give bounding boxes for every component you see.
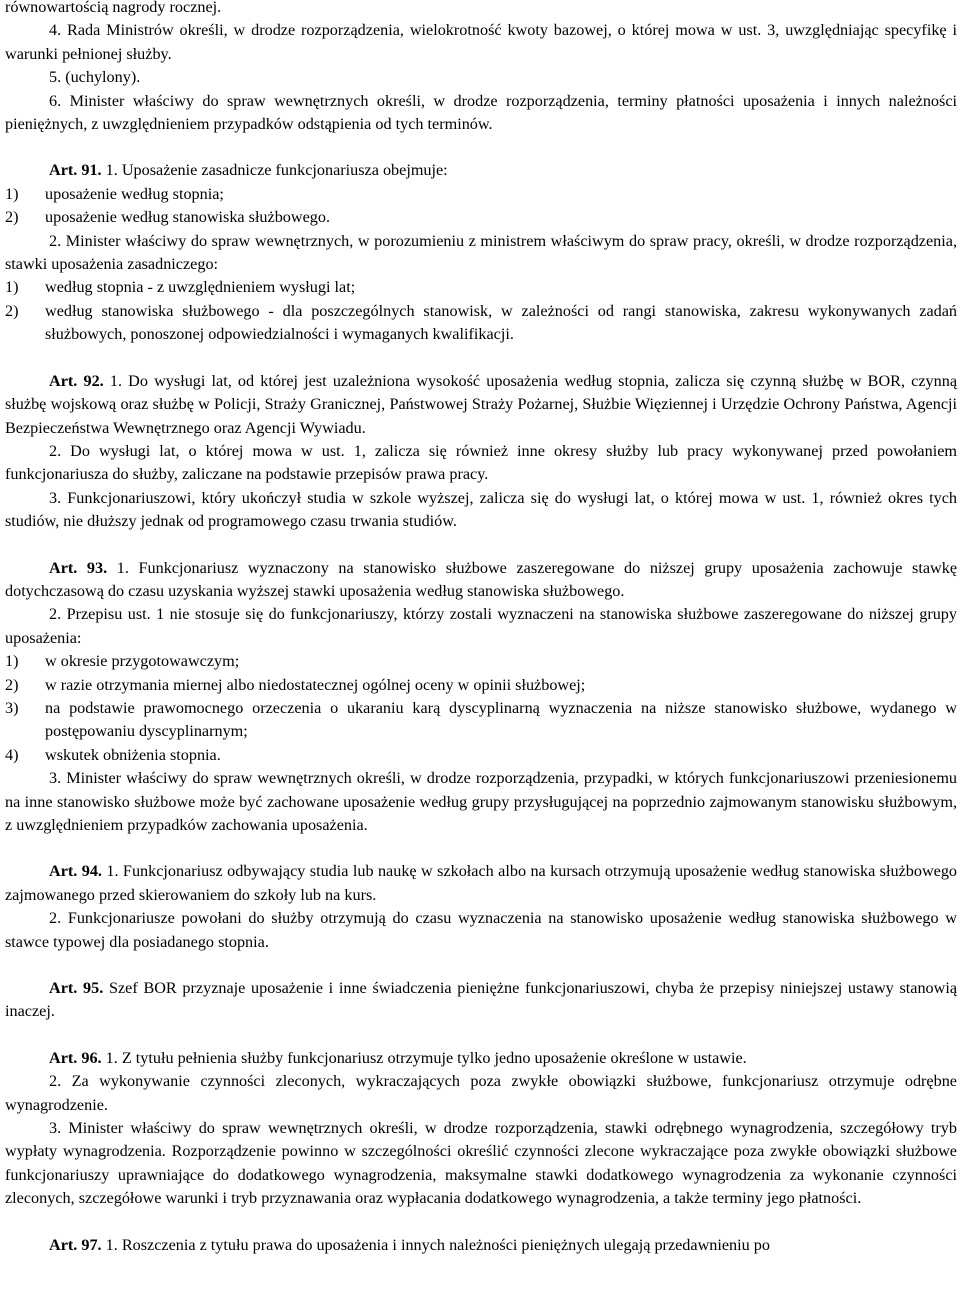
list-item (5, 183, 957, 206)
article-94-intro (5, 860, 957, 907)
article-95-intro (5, 977, 957, 1024)
list-text: w razie otrzymania miernej albo niedostatecznej ogólnej oceny w opinii służbowej; (45, 675, 586, 694)
article-92-text: 1. Do wysługi lat, od której jest uzależniona wysokość uposażenia według stopnia, zalicza się czynną służbę w BOR, czynną służbę wojskową oraz służbę w Policji, Straży Granicznej, Państwowej Straży Pożarnej, Służbie Więziennej i Urzędzie Ochrony Państwa, Agencji Bezpieczeństwa Wewnętrznego oraz Agencji Wywiadu. (5, 371, 958, 437)
list-number: 3) (5, 698, 19, 717)
list-text: uposażenie według stanowiska służbowego. (45, 208, 331, 227)
list-item (5, 206, 957, 229)
article-96-intro (5, 1047, 957, 1070)
document-page (5, 0, 957, 1257)
list-text: wskutek obniżenia stopnia. (45, 745, 221, 764)
list-number: 2) (5, 301, 19, 320)
paragraph-92-2: 2. Do wysługi lat, o której mowa w ust. 1, zalicza się również inne okresy służby lub pracy wykonywanej przed powołaniem funkcjonariusza do służby, zaliczane na podstawie przepisów prawa pracy. (5, 441, 957, 484)
article-93-text: 1. Funkcjonariusz wyznaczony na stanowisko służbowe zaszeregowane do niższej grupy uposażenia zachowuje stawkę dotychczasową do czasu uzyskania wyższej stawki uposażenia według stanowiska służbowego. (5, 558, 957, 600)
paragraph-continuation: równowartością nagrody rocznej. (5, 0, 222, 16)
paragraph-96-2: 2. Za wykonywanie czynności zleconych, wykraczających poza zwykłe obowiązki służbowe, funkcjonariusz otrzymuje odrębne wynagrodzenie. (5, 1072, 957, 1114)
list-item (5, 674, 957, 697)
list-item (5, 744, 957, 767)
article-97-label: Art. 97. (49, 1235, 102, 1254)
article-92-label: Art. 92. (49, 371, 104, 390)
article-94-label: Art. 94. (49, 862, 102, 881)
list-text: według stopnia - z uwzględnieniem wysługi lat; (45, 278, 356, 297)
list-item (5, 276, 957, 299)
article-93-intro (5, 557, 957, 604)
article-93-label: Art. 93. (49, 558, 108, 577)
list-item (5, 650, 957, 673)
article-91-text: 1. Uposażenie zasadnicze funkcjonariusza obejmuje: (101, 161, 448, 180)
paragraph-93-2: 2. Przepisu ust. 1 nie stosuje się do funkcjonariuszy, którzy zostali wyznaczeni na stanowiska służbowe zaszeregowane do niższej grupy uposażenia: (5, 605, 957, 647)
list-number: 1) (5, 184, 19, 203)
list-number: 2) (5, 675, 19, 694)
paragraph-94-2: 2. Funkcjonariusze powołani do służby otrzymują do czasu wyznaczenia na stanowisko uposażenie według stanowiska służbowego w stawce typowej dla posiadanego stopnia. (5, 909, 957, 951)
list-number: 1) (5, 652, 19, 671)
paragraph-90-6: 6. Minister właściwy do spraw wewnętrznych określi, w drodze rozporządzenia, terminy płatności uposażenia i innych należności pieniężnych, z uwzględnieniem przypadków odstąpienia od tych terminów. (5, 91, 957, 134)
list-text: w okresie przygotowawczym; (45, 652, 240, 671)
article-94-text: 1. Funkcjonariusz odbywający studia lub naukę w szkołach albo na kursach otrzymują uposażenie według stanowiska służbowego zajmowanego przed skierowaniem do szkoły lub na kurs. (5, 862, 958, 904)
article-95-text: Szef BOR przyznaje uposażenie i inne świadczenia pieniężne funkcjonariuszowi, chyba że przepisy niniejszej ustawy stanowią inaczej. (5, 979, 958, 1021)
list-item (5, 300, 957, 347)
list-text: według stanowiska służbowego - dla poszczególnych stanowisk, w zależności od rangi stanowiska, zakresu wykonywanych zadań służbowych, ponoszonej odpowiedzialności i wymaganych kwalifikacji. (45, 301, 957, 344)
article-95-label: Art. 95. (49, 979, 104, 998)
list-text: uposażenie według stopnia; (45, 184, 224, 203)
paragraph-92-3: 3. Funkcjonariuszowi, który ukończył studia w szkole wyższej, zalicza się do wysługi lat, o której mowa w ust. 1, również okres tych studiów, nie dłuższy jednak od programowego czasu trwania studiów. (5, 488, 957, 531)
article-97-text: 1. Roszczenia z tytułu prawa do uposażenia i innych należności pieniężnych ulegają przedawnieniu po (101, 1235, 770, 1254)
list-number: 2) (5, 208, 19, 227)
paragraph-93-3: 3. Minister właściwy do spraw wewnętrznych określi, w drodze rozporządzenia, przypadki, w których funkcjonariuszowi przeniesionemu na inne stanowisko służbowe może być zachowane uposażenie według grupy przysługującej na poprzednio zajmowanym stanowisku służbowym, z uwzględnieniem przypadków zachowania uposażenia. (5, 769, 957, 834)
article-96-text: 1. Z tytułu pełnienia służby funkcjonariusz otrzymuje tylko jedno uposażenie określone w ustawie. (101, 1048, 747, 1067)
article-97-intro (5, 1234, 957, 1257)
list-text: na podstawie prawomocnego orzeczenia o ukaraniu karą dyscyplinarną wyznaczenia na niższe stanowisko służbowe, wydanego w postępowaniu dyscyplinarnym; (45, 698, 957, 741)
paragraph-90-4: 4. Rada Ministrów określi, w drodze rozporządzenia, wielokrotność kwoty bazowej, o której mowa w ust. 3, uwzględniając specyfikę i warunki pełnionej służby. (5, 21, 957, 63)
list-number: 4) (5, 745, 19, 764)
paragraph-90-5: 5. (uchylony). (49, 68, 141, 87)
paragraph-91-2: 2. Minister właściwy do spraw wewnętrznych, w porozumieniu z ministrem właściwym do spraw pracy, określi, w drodze rozporządzenia, stawki uposażenia zasadniczego: (5, 231, 957, 274)
article-96-label: Art. 96. (49, 1048, 102, 1067)
list-item (5, 697, 957, 744)
article-91-intro (5, 159, 957, 182)
paragraph-96-3: 3. Minister właściwy do spraw wewnętrznych określi, w drodze rozporządzenia, stawki odrębnego wynagrodzenia, szczegółowy tryb wypłaty wynagrodzenia. Rozporządzenie powinno w szczególności określić czynności zlecone wykraczające poza zwykłe obowiązki służbowe funkcjonariuszy uprawniające do dodatkowego wynagrodzenia, maksymalne stawki dodatkowego wynagrodzenia za wykonanie czynności zleconych, szczegółowe warunki i tryb przyznawania oraz wypłacania dodatkowego wynagrodzenia, a także terminy jego płatności. (5, 1119, 957, 1208)
article-92-intro (5, 370, 957, 440)
list-number: 1) (5, 278, 19, 297)
article-91-label: Art. 91. (49, 161, 102, 180)
